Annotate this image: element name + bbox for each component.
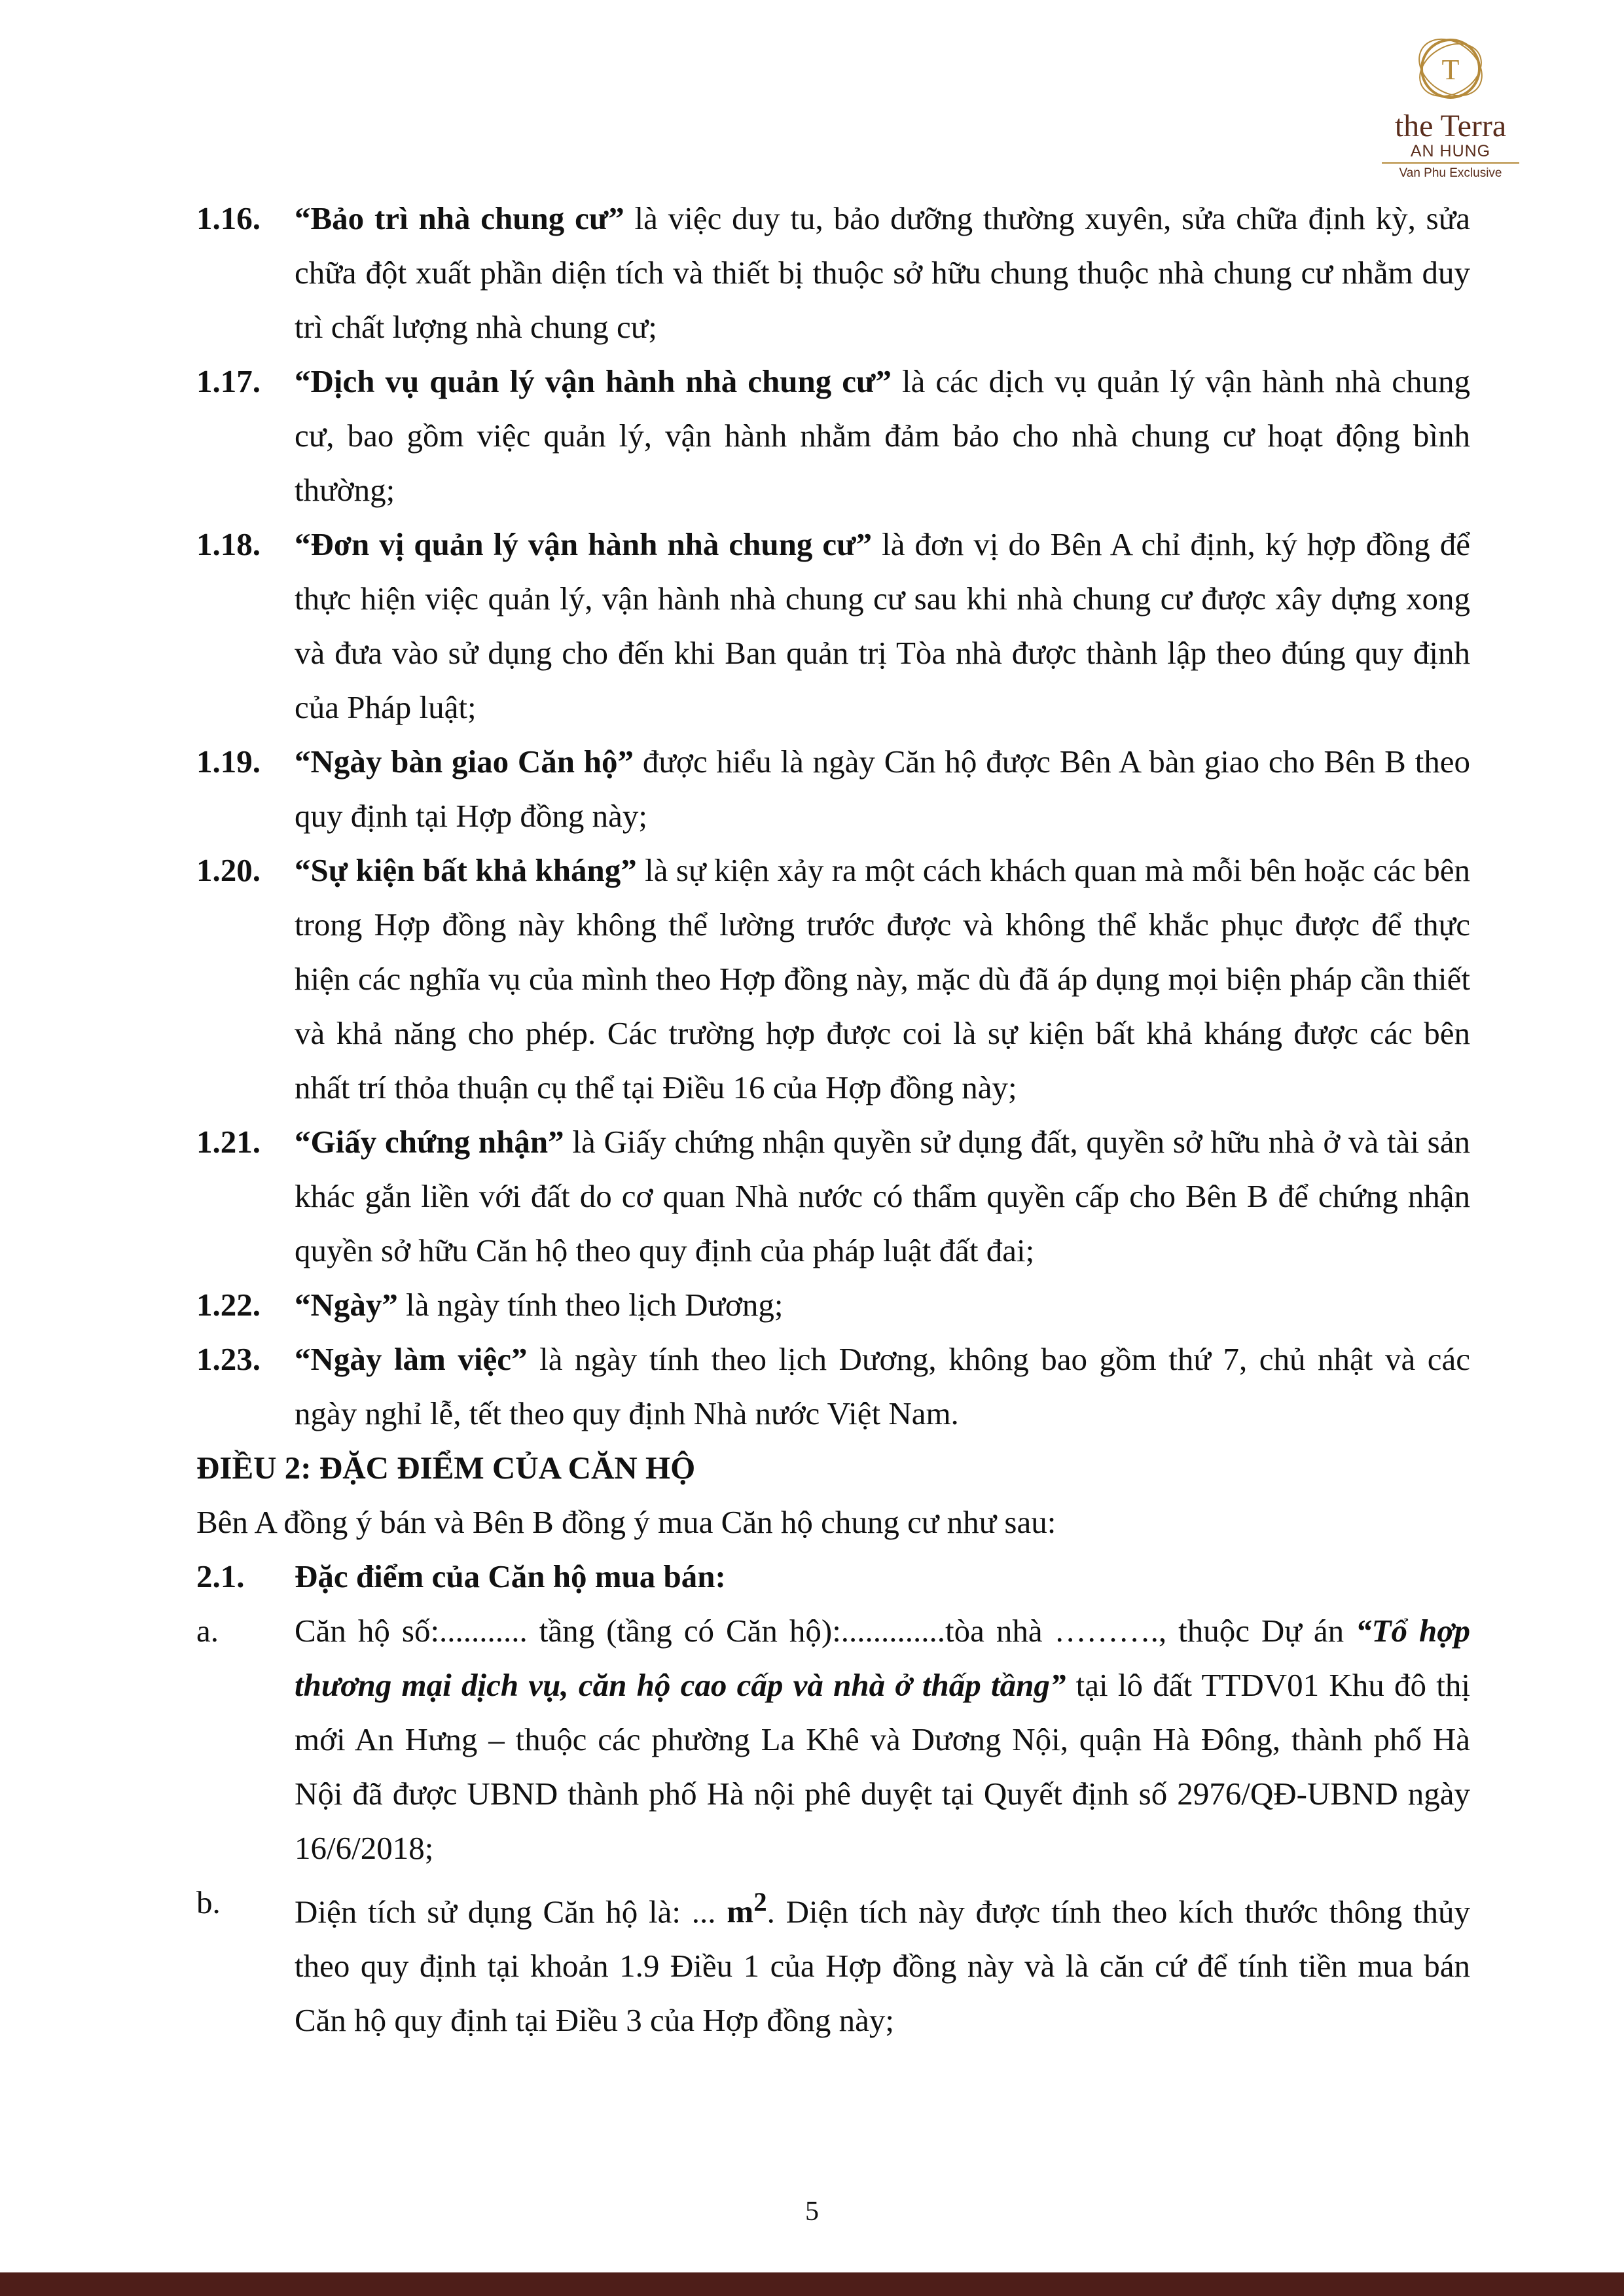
- definition-text: là sự kiện xảy ra một cách khách quan mà mỗi bên hoặc các bên trong Hợp đồng này không thể lường trước được và không thể khắc phục được để thực hiện các nghĩa vụ của mình theo Hợp đồng này, mặc dù đã áp dụng mọi biện pháp cần thiết và khả năng cho phép. Các trường hợp được coi là sự kiện bất khả kháng được các bên nhất trí thỏa thuận cụ thể tại Điều 16 của Hợp đồng này;: [295, 852, 1470, 1105]
- land-lot-text: tại lô đất TTDV01 Khu đô thị mới An Hưng – thuộc các phường La Khê và Dương Nội, quận Hà Đông, thành phố Hà Nội đã được UBND thành phố Hà nội phê duyệt tại Quyết định số 2976/QĐ-UBND ngày 16/6/2018;: [295, 1667, 1470, 1866]
- clause-label: a.: [196, 1613, 219, 1649]
- section-heading: [196, 1549, 1470, 1604]
- section-number: 2.1.: [196, 1558, 245, 1594]
- definition-item: [196, 1332, 1470, 1441]
- clause-text: [295, 1875, 1470, 2047]
- logo-divider: [1382, 162, 1519, 164]
- item-number: 1.22.: [196, 1287, 261, 1323]
- defined-term: “Ngày làm việc”: [295, 1341, 528, 1377]
- item-text: [295, 1278, 1470, 1332]
- clause-text: [295, 1604, 1470, 1875]
- item-text: [295, 517, 1470, 734]
- defined-term: “Ngày”: [295, 1287, 398, 1323]
- defined-term: “Đơn vị quản lý vận hành nhà chung cư”: [295, 526, 873, 562]
- item-number: 1.19.: [196, 744, 261, 780]
- article-intro: Bên A đồng ý bán và Bên B đồng ý mua Căn hộ chung cư như sau:: [196, 1504, 1056, 1540]
- item-number: 1.23.: [196, 1341, 261, 1377]
- definition-text: là đơn vị do Bên A chỉ định, ký hợp đồng để thực hiện việc quản lý, vận hành nhà chung cư sau khi nhà chung cư được xây dựng xong và đưa vào sử dụng cho đến khi Ban quản trị Tòa nhà được thành lập theo đúng quy định của Pháp luật;: [295, 526, 1470, 725]
- item-text: [295, 843, 1470, 1115]
- item-number: 1.17.: [196, 363, 261, 399]
- monogram-icon: [1411, 29, 1490, 108]
- definition-item: [196, 843, 1470, 1115]
- the-terra-logo: [1375, 29, 1526, 187]
- definition-text: là ngày tính theo lịch Dương;: [397, 1287, 784, 1323]
- definition-item: [196, 1278, 1470, 1332]
- footer-bar: [0, 2272, 1624, 2296]
- item-number: 1.18.: [196, 526, 261, 562]
- area-unit: $m^2$: [727, 1888, 767, 1930]
- section-title: Đặc điểm của Căn hộ mua bán:: [295, 1558, 726, 1594]
- definition-item: [196, 354, 1470, 517]
- monogram-letter: T: [1441, 54, 1460, 86]
- logo-tagline: Van Phu Exclusive: [1399, 166, 1502, 180]
- defined-term: “Dịch vụ quản lý vận hành nhà chung cư”: [295, 363, 892, 399]
- definition-item: [196, 517, 1470, 734]
- area-description: . Diện tích này được tính theo kích thước thông thủy theo quy định tại khoản 1.9 Điều 1 của Hợp đồng này và là căn cứ để tính tiền mua bán Căn hộ quy định tại Điều 3 của Hợp đồng này;: [295, 1893, 1470, 2039]
- defined-term: “Ngày bàn giao Căn hộ”: [295, 744, 634, 780]
- definition-text: là Giấy chứng nhận quyền sử dụng đất, quyền sở hữu nhà ở và tài sản khác gắn liền với đất do cơ quan Nhà nước có thẩm quyền cấp cho Bên B để chứng nhận quyền sở hữu Căn hộ theo quy định của pháp luật đất đai;: [295, 1124, 1470, 1268]
- definition-item: [196, 191, 1470, 354]
- clause-label: b.: [196, 1884, 221, 1920]
- defined-term: “Giấy chứng nhận”: [295, 1124, 564, 1160]
- logo-brand: the Terra: [1394, 109, 1507, 143]
- item-number: 1.20.: [196, 852, 261, 888]
- definition-text: là ngày tính theo lịch Dương, không bao gồm thứ 7, chủ nhật và các ngày nghỉ lễ, tết theo quy định Nhà nước Việt Nam.: [295, 1341, 1471, 1431]
- definition-item: [196, 734, 1470, 843]
- defined-term: “Bảo trì nhà chung cư”: [295, 200, 624, 236]
- item-number: 1.21.: [196, 1124, 261, 1160]
- definition-text: là các dịch vụ quản lý vận hành nhà chung cư, bao gồm việc quản lý, vận hành nhằm đảm bảo cho nhà chung cư hoạt động bình thường;: [295, 363, 1470, 508]
- item-text: [295, 1115, 1470, 1278]
- definition-text: được hiểu là ngày Căn hộ được Bên A bàn giao cho Bên B theo quy định tại Hợp đồng này;: [295, 744, 1470, 834]
- item-text: [295, 1332, 1470, 1441]
- defined-term: “Sự kiện bất khả kháng”: [295, 852, 637, 888]
- document-body: [196, 191, 1470, 2047]
- area-text: Diện tích sử dụng Căn hộ là: ...: [295, 1893, 727, 1930]
- logo-subtitle: AN HUNG: [1410, 142, 1491, 160]
- item-number: 1.16.: [196, 200, 261, 236]
- apartment-details: Căn hộ số:........... tầng (tầng có Căn hộ):.............tòa nhà ………., thuộc Dự án: [295, 1613, 1356, 1649]
- item-text: [295, 354, 1470, 517]
- clause-b: [196, 1875, 1470, 2047]
- clause-a: [196, 1604, 1470, 1875]
- article-heading: ĐIỀU 2: ĐẶC ĐIỂM CỦA CĂN HỘ: [196, 1450, 696, 1486]
- page-number: 5: [805, 2197, 819, 2227]
- definition-text: là việc duy tu, bảo dưỡng thường xuyên, sửa chữa định kỳ, sửa chữa đột xuất phần diện tích và thiết bị thuộc sở hữu chung thuộc nhà chung cư nhằm duy trì chất lượng nhà chung cư;: [295, 200, 1470, 345]
- definition-item: [196, 1115, 1470, 1278]
- item-text: [295, 191, 1470, 354]
- item-text: [295, 734, 1470, 843]
- project-name: “Tổ hợp thương mại dịch vụ, căn hộ cao cấp và nhà ở thấp tầng”: [295, 1613, 1470, 1703]
